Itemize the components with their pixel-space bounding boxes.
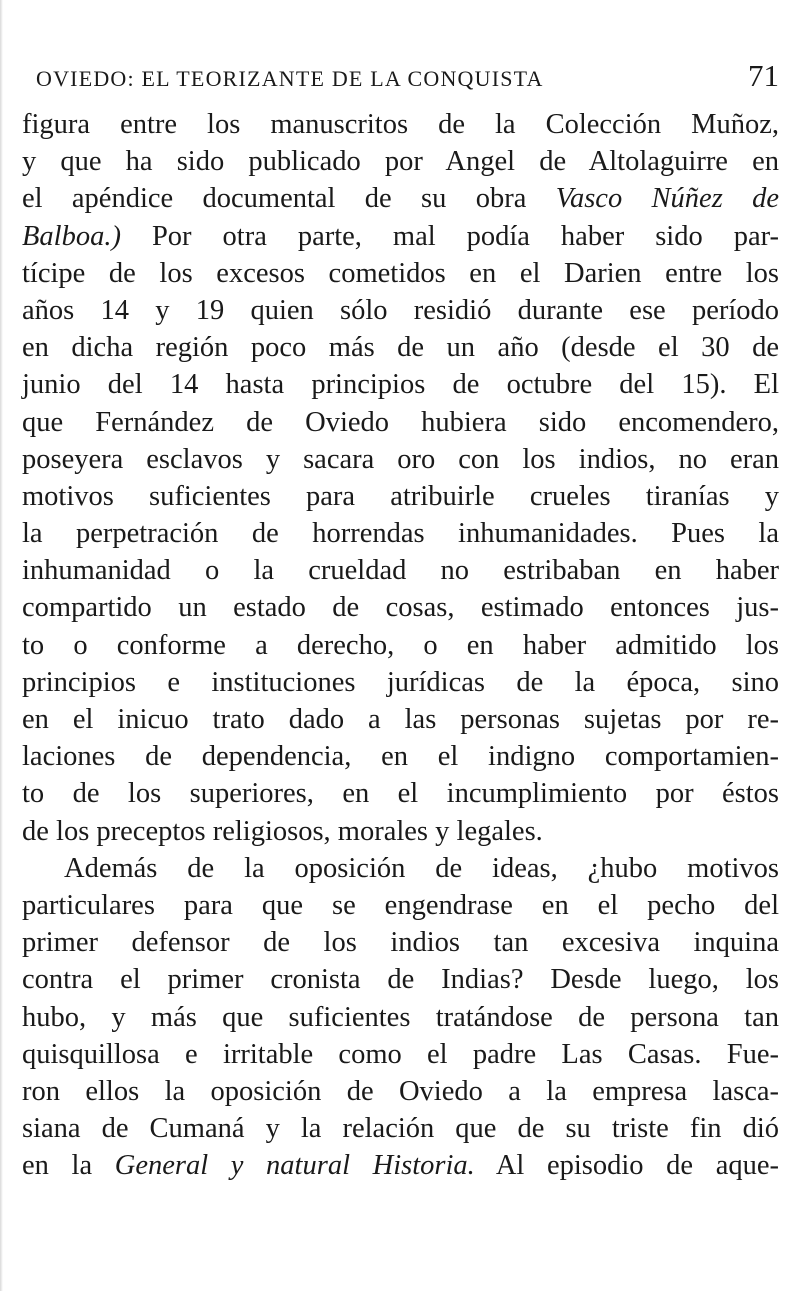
italic-title: General y natural Historia. [114,1150,475,1182]
text-line: la perpetración de horrendas inhumanidades. Pues la [22,518,779,550]
text-line: figura entre los manuscritos de la Colección Muñoz, [22,109,779,140]
text-line: Balboa.) Por otra parte, mal podía haber sido par- [22,220,780,252]
text-line: tícipe de los excesos cometidos en el Darien entre los [22,257,779,289]
text-line: de los preceptos religiosos, morales y legales. [22,815,543,847]
text-line: particulares para que se engendrase en el pecho del [22,889,779,921]
text-line: ron ellos la oposición de Oviedo a la empresa lasca- [22,1075,779,1107]
text-line: junio del 14 hasta principios de octubre del 15). El [22,369,779,401]
running-head [22,58,779,102]
text-line: to de los superiores, en el incumplimiento por éstos [22,778,779,810]
text-line: primer defensor de los indios tan excesiva inquina [22,927,779,959]
text-line: en la General y natural Historia. Al episodio de aque- [22,1150,779,1182]
page-number: 71 [748,58,779,93]
text-line: to o conforme a derecho, o en haber admitido los [22,629,779,661]
text-line: Además de la oposición de ideas, ¿hubo motivos [64,852,779,884]
text-line: principios e instituciones jurídicas de la época, sino [22,666,779,698]
text-line: quisquillosa e irritable como el padre Las Casas. Fue- [22,1038,779,1070]
page-edge-shadow [0,0,3,1291]
text-line: poseyera esclavos y sacara oro con los indios, no eran [22,443,779,475]
text-line: años 14 y 19 quien sólo residió durante ese período [22,294,779,326]
running-title: OVIEDO: EL TEORIZANTE DE LA CONQUISTA [36,66,544,91]
text-line: en el inicuo trato dado a las personas sujetas por re- [22,704,779,735]
text-line: compartido un estado de cosas, estimado entonces jus- [22,592,779,624]
text-line: que Fernández de Oviedo hubiera sido encomendero, [22,406,779,438]
text-line: laciones de dependencia, en el indigno comportamien- [22,741,779,773]
italic-title: Vasco Núñez de [555,183,780,215]
text-line: contra el primer cronista de Indias? Desde luego, los [22,964,779,996]
text-line: en dicha región poco más de un año (desde el 30 de [22,332,779,364]
text-line: motivos suficientes para atribuirle crueles tiranías y [22,480,779,512]
text-line: y que ha sido publicado por Angel de Altolaguirre en [22,146,779,178]
text-line: inhumanidad o la crueldad no estribaban en haber [22,555,779,587]
body-text [22,106,779,1184]
text-line: hubo, y más que suficientes tratándose de persona tan [22,1001,779,1033]
text-line: siana de Cumaná y la relación que de su triste fin dió [22,1113,779,1145]
italic-title: Balboa.) [22,220,121,252]
text-line: el apéndice documental de su obra Vasco Núñez de [22,183,780,215]
book-page [22,58,779,1184]
